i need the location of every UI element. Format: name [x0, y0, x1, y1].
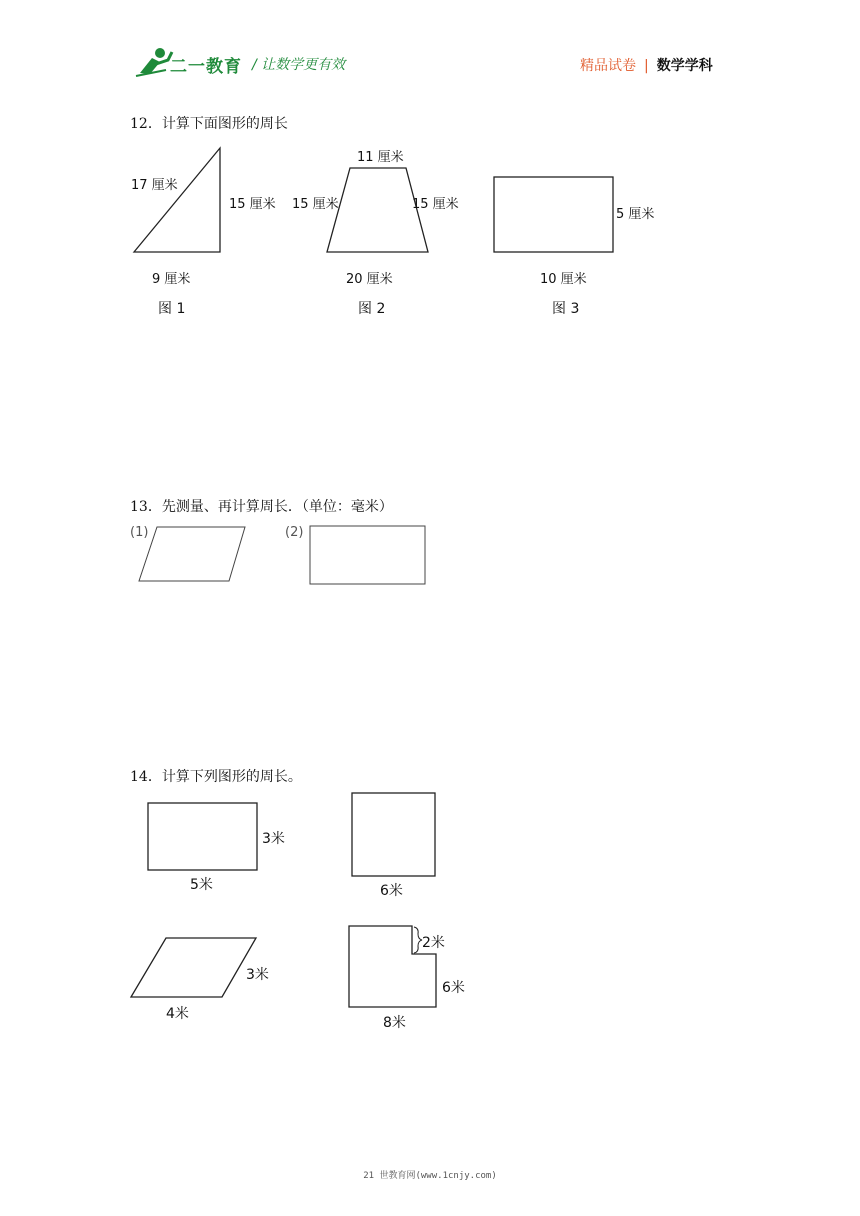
- q14-lshape-notch-label: 2米: [422, 935, 445, 951]
- q12-fig3-caption: 图 3: [552, 301, 580, 317]
- q12-fig1-caption: 图 1: [158, 301, 186, 317]
- q14-rectangle: [148, 803, 257, 870]
- q14-square-bottom-label: 6米: [380, 883, 403, 899]
- q13-fig1-label: (1): [130, 525, 149, 540]
- logo-text: 二一教育: [170, 57, 242, 77]
- q12-fig2-bottom-label: 20 厘米: [346, 272, 393, 287]
- q14-square: [352, 793, 435, 876]
- q14-para-side-label: 3米: [246, 967, 269, 983]
- q12-rectangle: [494, 177, 613, 252]
- q12-triangle: [134, 148, 220, 252]
- q12-title: 12．计算下面图形的周长: [130, 116, 288, 132]
- header-separator: |: [644, 58, 649, 74]
- q14-para-bottom-label: 4米: [166, 1006, 189, 1022]
- q14-rect-side-label: 3米: [262, 831, 285, 847]
- q13-fig2-label: (2): [285, 525, 304, 540]
- paper-type: 精品试卷: [580, 58, 636, 74]
- q14-title: 14．计算下列图形的周长。: [130, 769, 302, 785]
- header-slogan: / 让数学更有效: [252, 57, 346, 73]
- q14-lshape-bottom-label: 8米: [383, 1015, 406, 1031]
- q13-rectangle: [310, 526, 425, 584]
- q12-fig1-hyp-label: 17 厘米: [131, 178, 178, 193]
- q12-fig2-right-label: 15 厘米: [412, 197, 459, 212]
- q13-title: 13．先测量、再计算周长．（单位：毫米）: [130, 499, 393, 515]
- q13-parallelogram: [139, 527, 245, 581]
- subject: 数学学科: [656, 58, 713, 74]
- q12-fig3-side-label: 5 厘米: [616, 207, 655, 222]
- q14-parallelogram: [131, 938, 256, 997]
- q12-fig1-height-label: 15 厘米: [229, 197, 276, 212]
- q12-fig3-bottom-label: 10 厘米: [540, 272, 587, 287]
- q14-brace: [414, 927, 422, 953]
- q12-fig2-top-label: 11 厘米: [357, 150, 404, 165]
- q12-fig2-left-label: 15 厘米: [292, 197, 339, 212]
- q12-fig2-caption: 图 2: [358, 301, 386, 317]
- q14-rect-bottom-label: 5米: [190, 877, 213, 893]
- footer-text: 21 世教育网(www.1cnjy.com): [363, 1171, 497, 1181]
- q12-fig1-base-label: 9 厘米: [152, 272, 191, 287]
- q14-lshape-side-label: 6米: [442, 980, 465, 996]
